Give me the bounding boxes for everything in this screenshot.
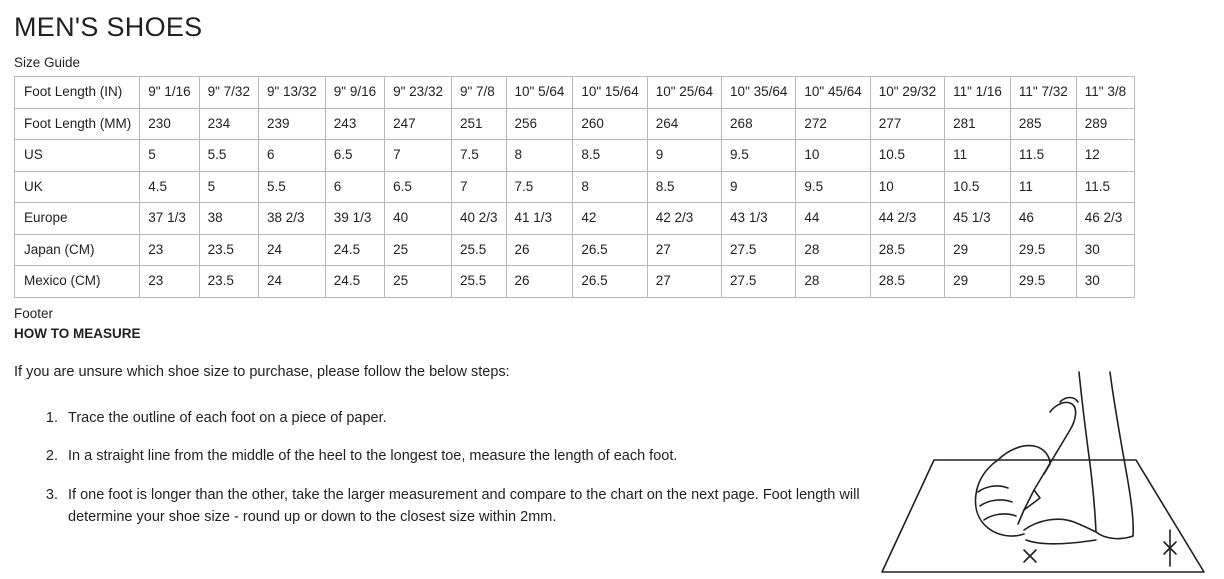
table-cell: 8.5: [573, 140, 647, 172]
table-cell: 42: [573, 203, 647, 235]
table-cell: 9" 9/16: [325, 77, 384, 109]
table-cell: 28.5: [870, 266, 944, 298]
table-cell: 9" 1/16: [140, 77, 199, 109]
table-cell: 243: [325, 108, 384, 140]
table-cell: 268: [722, 108, 796, 140]
table-cell: 10" 5/64: [506, 77, 573, 109]
table-cell: 9" 7/32: [199, 77, 258, 109]
table-row: [15, 266, 1135, 298]
table-cell: 10" 15/64: [573, 77, 647, 109]
table-cell: 24.5: [325, 234, 384, 266]
footer-label: Footer: [14, 305, 54, 321]
table-cell: 26.5: [573, 234, 647, 266]
table-cell: 9" 7/8: [451, 77, 506, 109]
table-row-header: UK: [15, 171, 140, 203]
measure-step: 2. In a straight line from the middle of the heel to the longest toe, measure the length of each foot.: [62, 446, 864, 468]
table-cell: 29.5: [1010, 234, 1076, 266]
table-cell: 10" 45/64: [796, 77, 870, 109]
table-cell: 8: [573, 171, 647, 203]
table-cell: 38: [199, 203, 258, 235]
table-row-header: US: [15, 140, 140, 172]
table-cell: 4.5: [140, 171, 199, 203]
table-row-header: Japan (CM): [15, 234, 140, 266]
page-title: MEN'S SHOES: [14, 12, 203, 42]
table-cell: 40 2/3: [451, 203, 506, 235]
table-cell: 9: [647, 140, 721, 172]
table-cell: 6.5: [325, 140, 384, 172]
table-cell: 277: [870, 108, 944, 140]
size-guide-table-body: [15, 77, 1135, 298]
table-cell: 10.5: [945, 171, 1011, 203]
table-cell: 264: [647, 108, 721, 140]
table-cell: 28: [796, 234, 870, 266]
table-cell: 25: [385, 234, 452, 266]
table-cell: 10" 29/32: [870, 77, 944, 109]
table-cell: 247: [385, 108, 452, 140]
table-cell: 28.5: [870, 234, 944, 266]
table-cell: 24.5: [325, 266, 384, 298]
table-cell: 11.5: [1010, 140, 1076, 172]
table-cell: 239: [258, 108, 325, 140]
table-cell: 8.5: [647, 171, 721, 203]
table-cell: 10: [796, 140, 870, 172]
table-row-header: Europe: [15, 203, 140, 235]
measure-step: 1. Trace the outline of each foot on a piece of paper.: [62, 408, 864, 430]
table-cell: 26.5: [573, 266, 647, 298]
table-cell: 44: [796, 203, 870, 235]
table-cell: 251: [451, 108, 506, 140]
hand-tracing-foot-outline-icon: [874, 364, 1214, 579]
table-cell: 9" 23/32: [385, 77, 452, 109]
size-guide-label: Size Guide: [14, 55, 81, 70]
table-row-header: Mexico (CM): [15, 266, 140, 298]
table-cell: 7.5: [451, 140, 506, 172]
table-cell: 29: [945, 234, 1011, 266]
table-cell: 27: [647, 266, 721, 298]
table-cell: 27.5: [722, 234, 796, 266]
table-cell: 24: [258, 266, 325, 298]
table-cell: 26: [506, 266, 573, 298]
table-cell: 23.5: [199, 234, 258, 266]
how-to-measure-heading: HOW TO MEASURE: [14, 325, 141, 341]
table-row: [15, 234, 1135, 266]
table-cell: 5.5: [199, 140, 258, 172]
table-cell: 27.5: [722, 266, 796, 298]
table-cell: 9.5: [796, 171, 870, 203]
table-cell: 6.5: [385, 171, 452, 203]
table-cell: 25.5: [451, 266, 506, 298]
table-cell: 285: [1010, 108, 1076, 140]
table-cell: 11: [945, 140, 1011, 172]
table-cell: 11" 7/32: [1010, 77, 1076, 109]
table-row: [15, 140, 1135, 172]
table-cell: 25.5: [451, 234, 506, 266]
table-row: [15, 77, 1135, 109]
table-cell: 5: [199, 171, 258, 203]
table-cell: 272: [796, 108, 870, 140]
table-cell: 42 2/3: [647, 203, 721, 235]
table-row: [15, 203, 1135, 235]
table-row-header: Foot Length (MM): [15, 108, 140, 140]
table-row: [15, 171, 1135, 203]
table-cell: 40: [385, 203, 452, 235]
table-cell: 234: [199, 108, 258, 140]
table-cell: 6: [325, 171, 384, 203]
table-cell: 5: [140, 140, 199, 172]
table-cell: 7.5: [506, 171, 573, 203]
table-row-header: Foot Length (IN): [15, 77, 140, 109]
table-cell: 41 1/3: [506, 203, 573, 235]
table-cell: 8: [506, 140, 573, 172]
table-cell: 9.5: [722, 140, 796, 172]
table-cell: 9" 13/32: [258, 77, 325, 109]
size-guide-table: [14, 76, 1135, 298]
table-cell: 23: [140, 266, 199, 298]
table-cell: 10" 35/64: [722, 77, 796, 109]
table-cell: 25: [385, 266, 452, 298]
table-cell: 29.5: [1010, 266, 1076, 298]
table-cell: 30: [1076, 234, 1134, 266]
table-cell: 281: [945, 108, 1011, 140]
page-container: [0, 6, 1224, 579]
table-cell: 7: [451, 171, 506, 203]
table-cell: 37 1/3: [140, 203, 199, 235]
table-cell: 12: [1076, 140, 1134, 172]
table-cell: 10.5: [870, 140, 944, 172]
table-cell: 5.5: [258, 171, 325, 203]
table-cell: 260: [573, 108, 647, 140]
table-cell: 30: [1076, 266, 1134, 298]
table-cell: 29: [945, 266, 1011, 298]
measure-step: 3. If one foot is longer than the other, take the larger measurement and compare to the chart on the next page. Foot length will determine your shoe size - round up or down to the closest size within 2mm.: [62, 485, 864, 529]
table-cell: 43 1/3: [722, 203, 796, 235]
table-cell: 23: [140, 234, 199, 266]
table-cell: 256: [506, 108, 573, 140]
table-cell: 11.5: [1076, 171, 1134, 203]
measure-steps-list: [14, 408, 864, 529]
table-cell: 27: [647, 234, 721, 266]
table-cell: 28: [796, 266, 870, 298]
table-cell: 39 1/3: [325, 203, 384, 235]
table-cell: 38 2/3: [258, 203, 325, 235]
table-cell: 10" 25/64: [647, 77, 721, 109]
table-cell: 11" 3/8: [1076, 77, 1134, 109]
table-cell: 11" 1/16: [945, 77, 1011, 109]
table-cell: 11: [1010, 171, 1076, 203]
table-cell: 44 2/3: [870, 203, 944, 235]
table-cell: 7: [385, 140, 452, 172]
table-cell: 45 1/3: [945, 203, 1011, 235]
table-cell: 9: [722, 171, 796, 203]
table-cell: 46 2/3: [1076, 203, 1134, 235]
intro-text: If you are unsure which shoe size to purchase, please follow the below steps:: [14, 363, 510, 380]
table-cell: 24: [258, 234, 325, 266]
table-row: [15, 108, 1135, 140]
table-cell: 26: [506, 234, 573, 266]
table-cell: 46: [1010, 203, 1076, 235]
table-cell: 23.5: [199, 266, 258, 298]
table-cell: 6: [258, 140, 325, 172]
table-cell: 289: [1076, 108, 1134, 140]
table-cell: 10: [870, 171, 944, 203]
table-cell: 230: [140, 108, 199, 140]
